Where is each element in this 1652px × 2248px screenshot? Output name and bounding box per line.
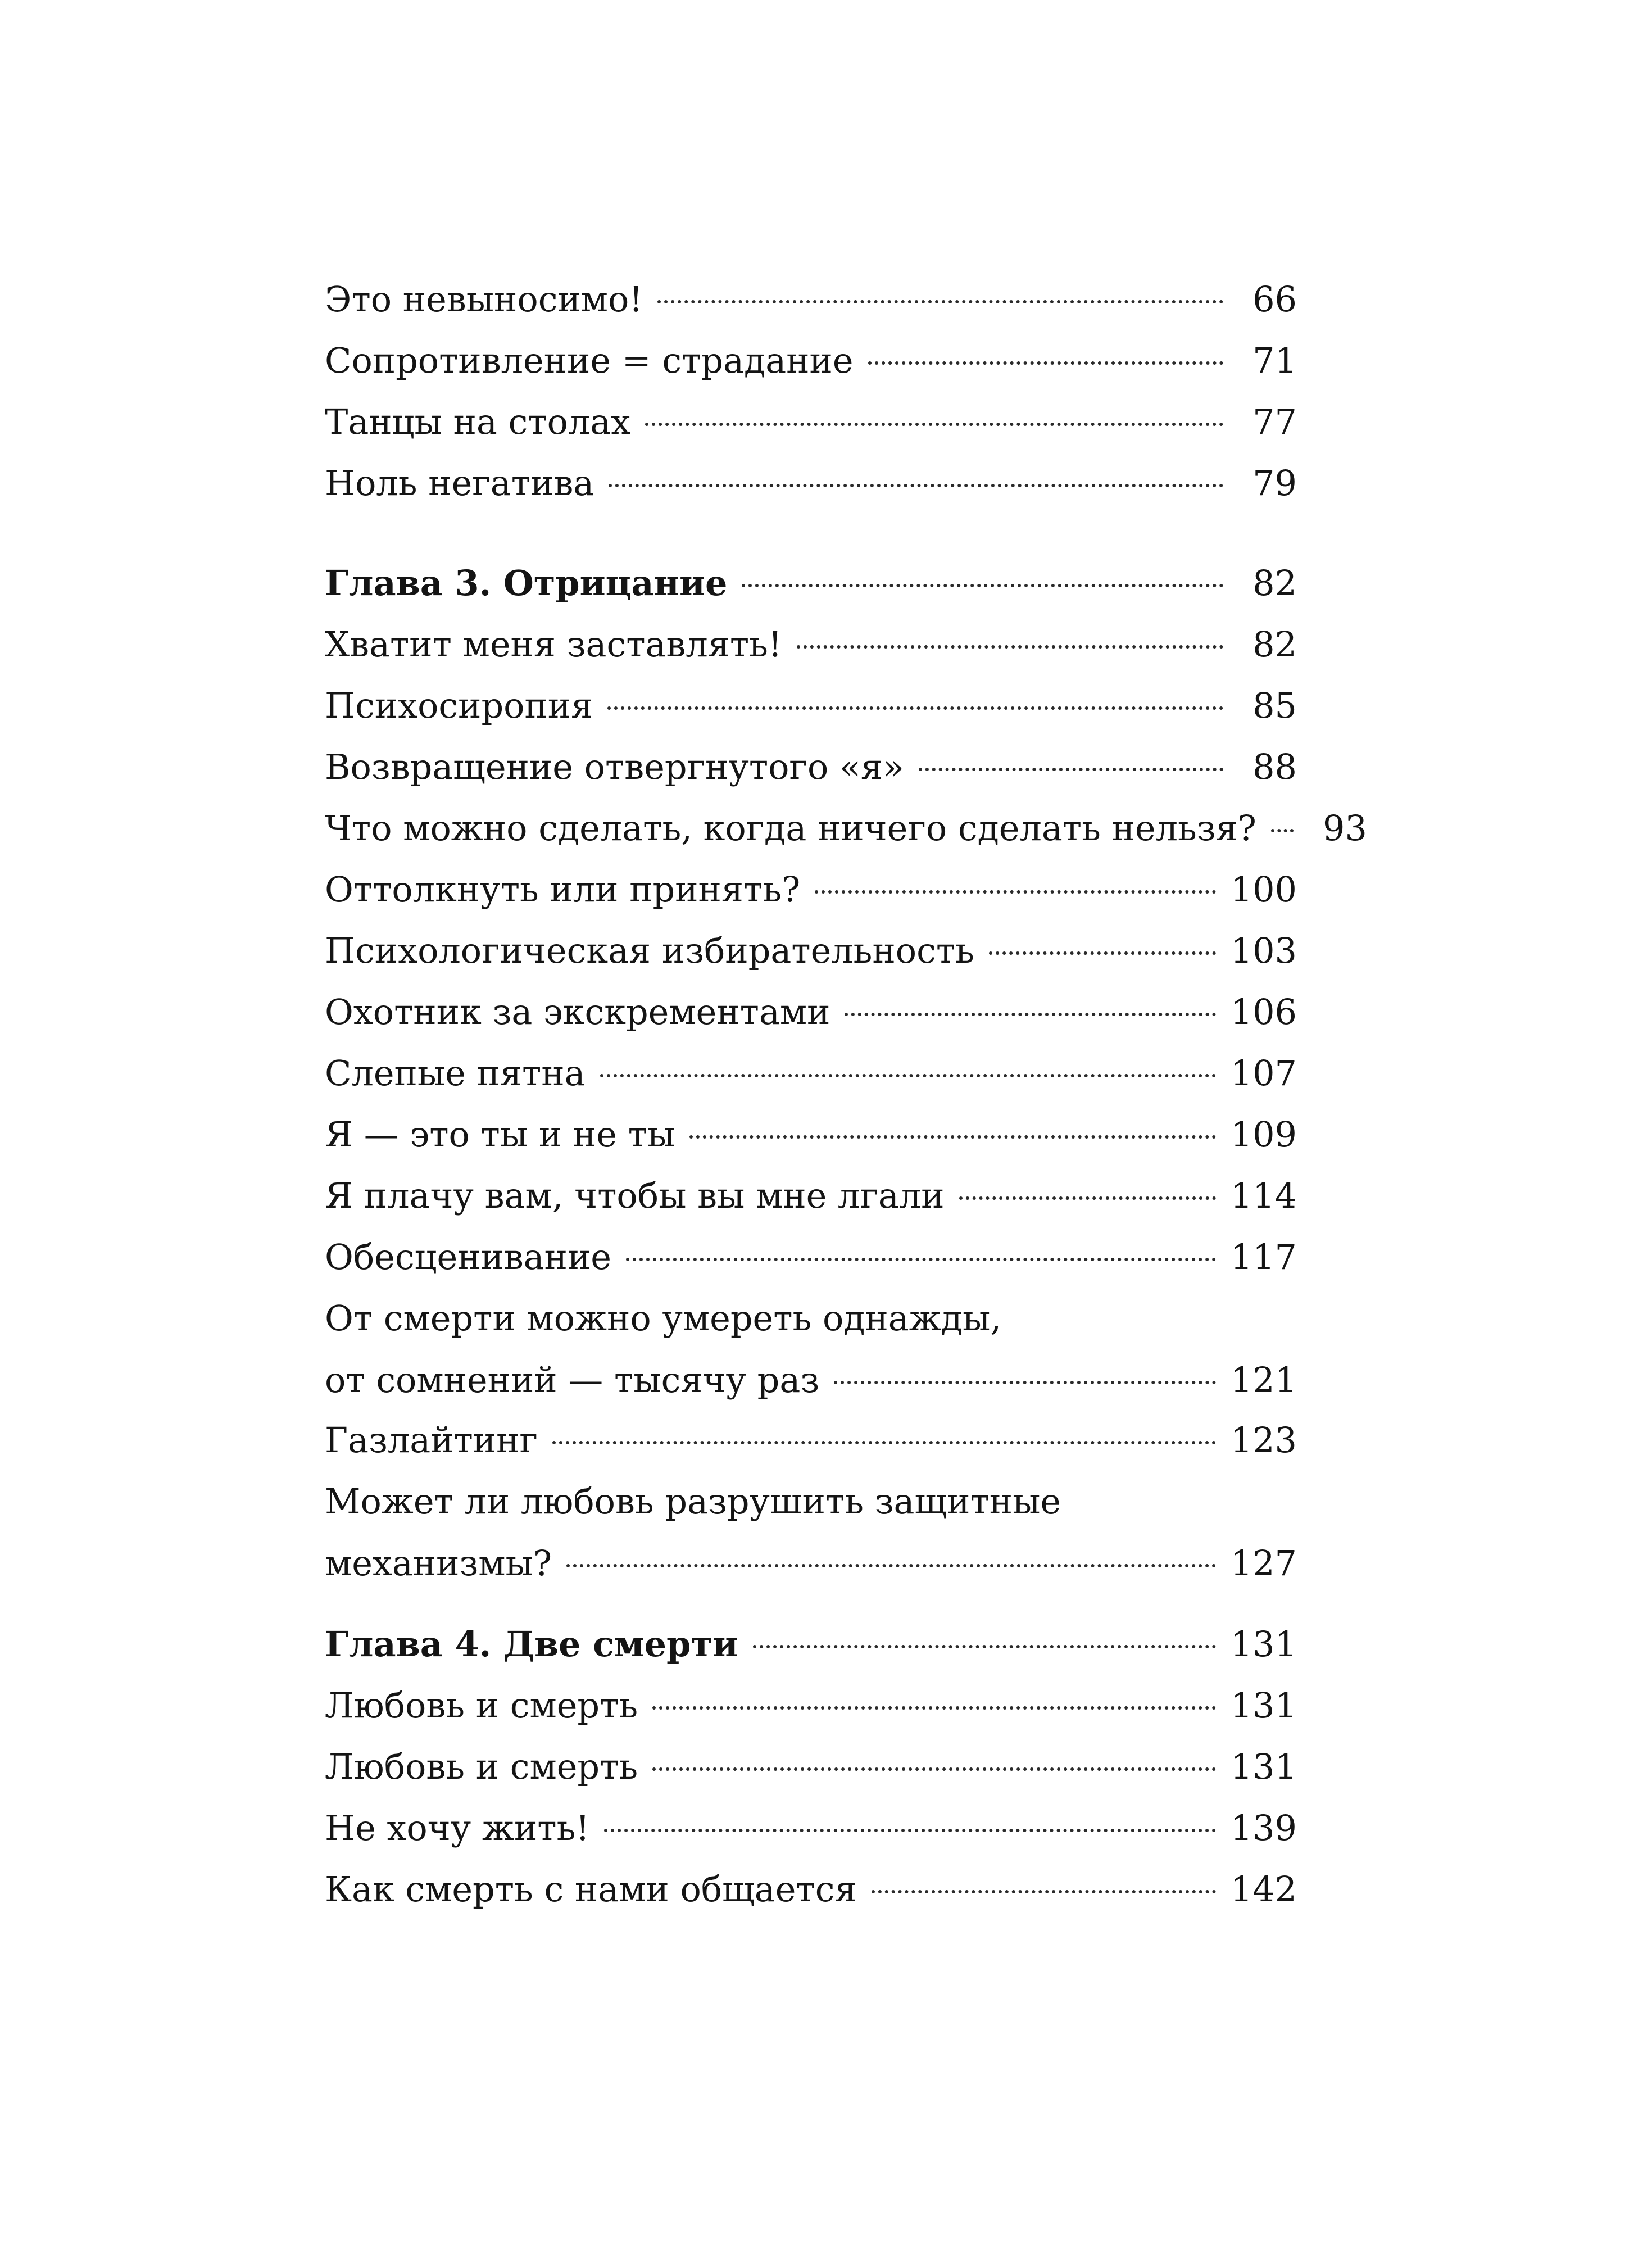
dot-leader xyxy=(989,951,1216,955)
toc-entry xyxy=(325,797,1367,859)
toc-entry-title: Хватит меня заставлять! xyxy=(325,624,782,665)
dot-leader xyxy=(742,584,1223,587)
toc-entry xyxy=(325,330,1297,392)
toc-entry-page: 121 xyxy=(1230,1359,1297,1401)
toc-entry xyxy=(325,1675,1297,1737)
toc-entry-page: 85 xyxy=(1252,685,1297,726)
toc-entry xyxy=(325,1043,1297,1104)
dot-leader xyxy=(609,484,1223,487)
dot-leader xyxy=(959,1196,1216,1200)
dot-leader xyxy=(834,1381,1216,1384)
toc-entry xyxy=(325,391,1297,453)
toc-entry-page: 82 xyxy=(1252,563,1297,604)
toc-entry-title: Возвращение отвергнутого «я» xyxy=(325,746,904,787)
dot-leader xyxy=(652,1767,1216,1771)
toc-entry-title: механизмы? xyxy=(325,1543,552,1584)
toc-entry xyxy=(325,1859,1297,1920)
toc-entry-title: Газлайтинг xyxy=(325,1420,538,1461)
dot-leader xyxy=(645,423,1223,426)
toc-entry xyxy=(325,1104,1297,1166)
toc-entry-title: Это невыносимо! xyxy=(325,279,643,320)
toc-chapter-entry xyxy=(325,552,1297,614)
toc-entry-page: 77 xyxy=(1252,401,1297,442)
toc-entry-title: Я — это ты и не ты xyxy=(325,1114,675,1155)
toc-entry xyxy=(325,736,1297,798)
toc-entry-page: 123 xyxy=(1230,1420,1297,1461)
toc-entry xyxy=(325,1471,1297,1594)
dot-leader xyxy=(753,1645,1216,1648)
toc-entry-title: от сомнений — тысячу раз xyxy=(325,1359,820,1401)
toc-entry-title: Слепые пятна xyxy=(325,1053,586,1094)
dot-leader xyxy=(607,706,1223,710)
toc-entry xyxy=(325,859,1297,921)
toc-entry xyxy=(325,981,1297,1043)
toc-entry-page: 127 xyxy=(1230,1543,1297,1584)
dot-leader xyxy=(600,1074,1216,1077)
toc-entry xyxy=(325,1797,1297,1859)
toc-entry xyxy=(325,614,1297,676)
toc-entry-page: 82 xyxy=(1252,624,1297,665)
dot-leader xyxy=(815,890,1215,894)
toc-entry-title: Психологическая избирательность xyxy=(325,930,974,971)
toc-entry-page: 79 xyxy=(1252,463,1297,504)
dot-leader xyxy=(552,1441,1216,1444)
toc-entry xyxy=(325,675,1297,737)
toc-entry-page: 142 xyxy=(1230,1869,1297,1910)
toc-entry-page: 131 xyxy=(1230,1624,1297,1665)
toc-chapter-title: Глава 4. Две смерти xyxy=(325,1624,738,1665)
toc-entry-page: 100 xyxy=(1230,869,1297,910)
toc-entry-page: 106 xyxy=(1230,991,1297,1032)
toc-entry-page: 117 xyxy=(1230,1236,1297,1277)
toc-entry-title-line1: Может ли любовь разрушить защитные xyxy=(325,1481,1061,1522)
dot-leader xyxy=(919,768,1223,771)
toc-entry-page: 131 xyxy=(1230,1746,1297,1787)
toc-entry xyxy=(325,920,1297,982)
dot-leader xyxy=(797,645,1223,649)
toc-entry-page: 103 xyxy=(1230,930,1297,971)
toc-entry-title: Обесценивание xyxy=(325,1236,611,1277)
toc-entry-title: Психосиропия xyxy=(325,685,593,726)
dot-leader xyxy=(872,1890,1216,1893)
toc-entry-title: Ноль негатива xyxy=(325,463,594,504)
dot-leader xyxy=(845,1013,1215,1016)
toc-entry-page: 66 xyxy=(1252,279,1297,320)
toc-entry xyxy=(325,1409,1297,1471)
toc-entry-title: Я плачу вам, чтобы вы мне лгали xyxy=(325,1175,945,1216)
toc-entry-page: 107 xyxy=(1230,1053,1297,1094)
toc-entry-page: 88 xyxy=(1252,746,1297,787)
toc-entry-title: Охотник за экскрементами xyxy=(325,991,830,1032)
toc-entry-page: 139 xyxy=(1230,1807,1297,1848)
dot-leader xyxy=(604,1829,1215,1832)
toc-entry-page: 109 xyxy=(1230,1114,1297,1155)
toc-entry xyxy=(325,1226,1297,1288)
toc-entry-title: Сопротивление = страдание xyxy=(325,340,854,381)
dot-leader xyxy=(652,1706,1216,1710)
toc-entry-page: 114 xyxy=(1230,1175,1297,1216)
dot-leader xyxy=(868,361,1223,365)
toc-entry xyxy=(325,1288,1297,1411)
dot-leader xyxy=(689,1135,1215,1139)
toc-entry-title: Не хочу жить! xyxy=(325,1807,590,1848)
toc-entry-title-line1: От смерти можно умереть однажды, xyxy=(325,1298,1002,1339)
toc-chapter-title: Глава 3. Отрицание xyxy=(325,563,728,604)
toc-entry-page: 93 xyxy=(1323,808,1367,849)
toc-entry xyxy=(325,1736,1297,1798)
dot-leader xyxy=(657,300,1223,303)
dot-leader xyxy=(1271,829,1294,832)
toc-entry-title: Танцы на столах xyxy=(325,401,631,442)
toc-entry-title: Оттолкнуть или принять? xyxy=(325,869,801,910)
toc-entry-title: Любовь и смерть xyxy=(325,1746,638,1787)
toc-chapter-entry xyxy=(325,1614,1297,1675)
toc-entry-title: Как смерть с нами общается xyxy=(325,1869,857,1910)
toc-entry-title: Что можно сделать, когда ничего сделать нельзя? xyxy=(325,808,1256,849)
dot-leader xyxy=(566,1564,1216,1567)
dot-leader xyxy=(626,1258,1216,1261)
toc-entry xyxy=(325,269,1297,330)
toc-entry-page: 131 xyxy=(1230,1685,1297,1726)
toc-entry-page: 71 xyxy=(1252,340,1297,381)
toc-entry xyxy=(325,452,1297,514)
toc-entry xyxy=(325,1165,1297,1227)
toc-entry-title: Любовь и смерть xyxy=(325,1685,638,1726)
